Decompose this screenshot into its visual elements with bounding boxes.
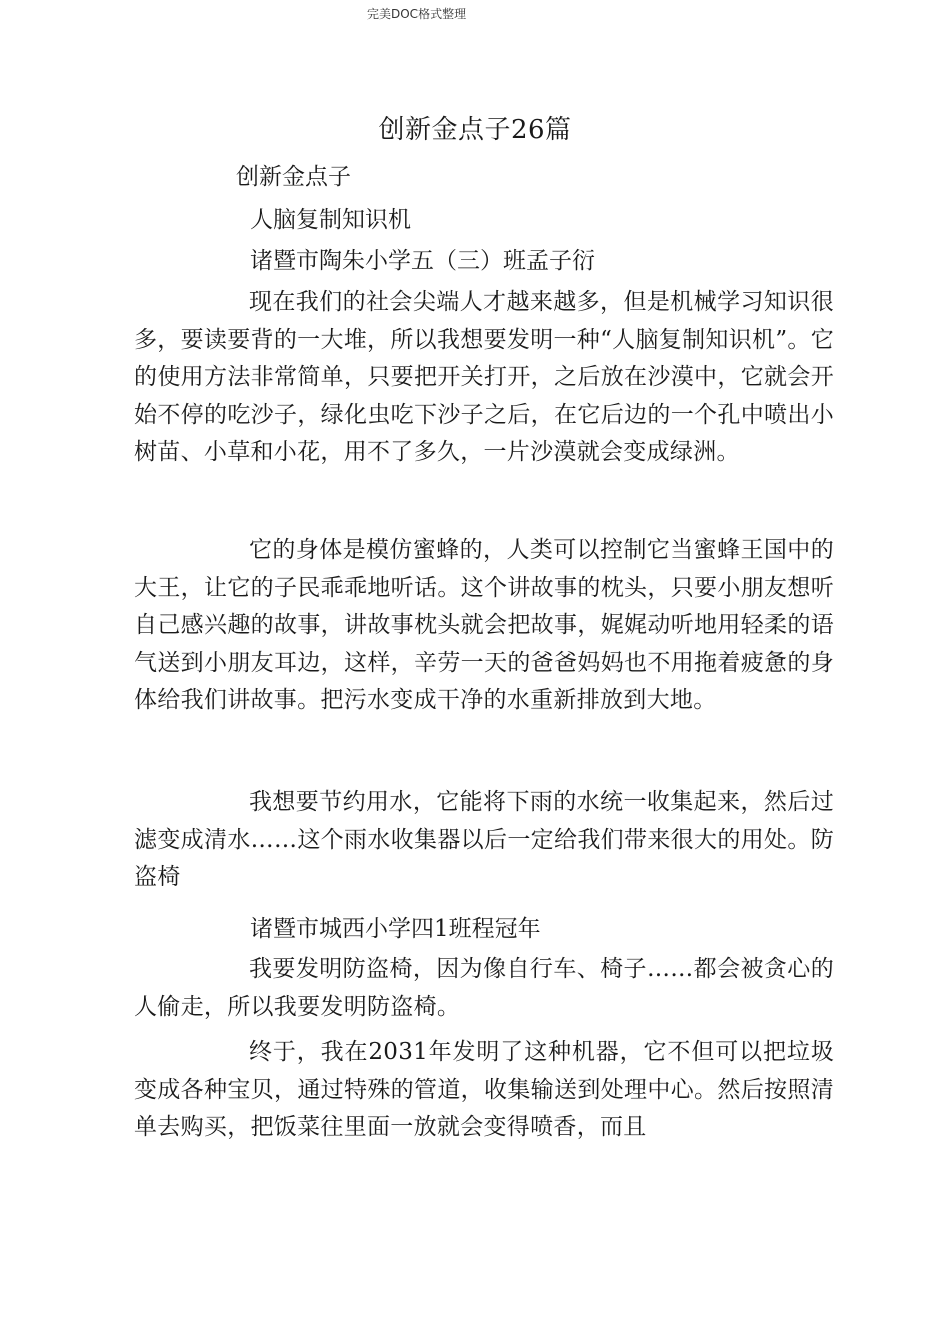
paragraph-3: 我想要节约用水，它能将下雨的水统一收集起来，然后过滤变成清水……这个雨水收集器以后一定给我们带来很大的用处。防盗椅 (134, 789, 834, 891)
article-author-2: 诸暨市城西小学四1班程冠年 (250, 916, 541, 942)
document-title: 创新金点子26篇 (378, 115, 572, 145)
article-author: 诸暨市陶朱小学五（三）班孟子衍 (250, 248, 595, 274)
paragraph-4: 我要发明防盗椅，因为像自行车、椅子……都会被贪心的人偷走，所以我要发明防盗椅。 (134, 956, 834, 1020)
section-heading: 创新金点子 (236, 164, 351, 190)
paragraph-2: 它的身体是模仿蜜蜂的，人类可以控制它当蜜蜂王国中的大王，让它的子民乖乖地听话。这个讲故事的枕头，只要小朋友想听自己感兴趣的故事，讲故事枕头就会把故事，娓娓动听地用轻柔的语气送到小朋友耳边，这样，辛劳一天的爸爸妈妈也不用拖着疲惫的身体给我们讲故事。把污水变成干净的水重新排放到大地。 (134, 537, 834, 714)
article-title: 人脑复制知识机 (250, 207, 411, 233)
paragraph-1: 现在我们的社会尖端人才越来越多，但是机械学习知识很多，要读要背的一大堆，所以我想要发明一种“人脑复制知识机”。它的使用方法非常简单，只要把开关打开，之后放在沙漠中，它就会开始不停的吃沙子，绿化虫吃下沙子之后，在它后边的一个孔中喷出小树苗、小草和小花，用不了多久，一片沙漠就会变成绿洲。 (134, 289, 834, 466)
page-header: 完美DOC格式整理 (367, 7, 467, 21)
paragraph-5: 终于，我在2031年发明了这种机器，它不但可以把垃圾变成各种宝贝，通过特殊的管道，收集输送到处理中心。然后按照清单去购买，把饭菜往里面一放就会变得喷香，而且 (134, 1039, 834, 1141)
